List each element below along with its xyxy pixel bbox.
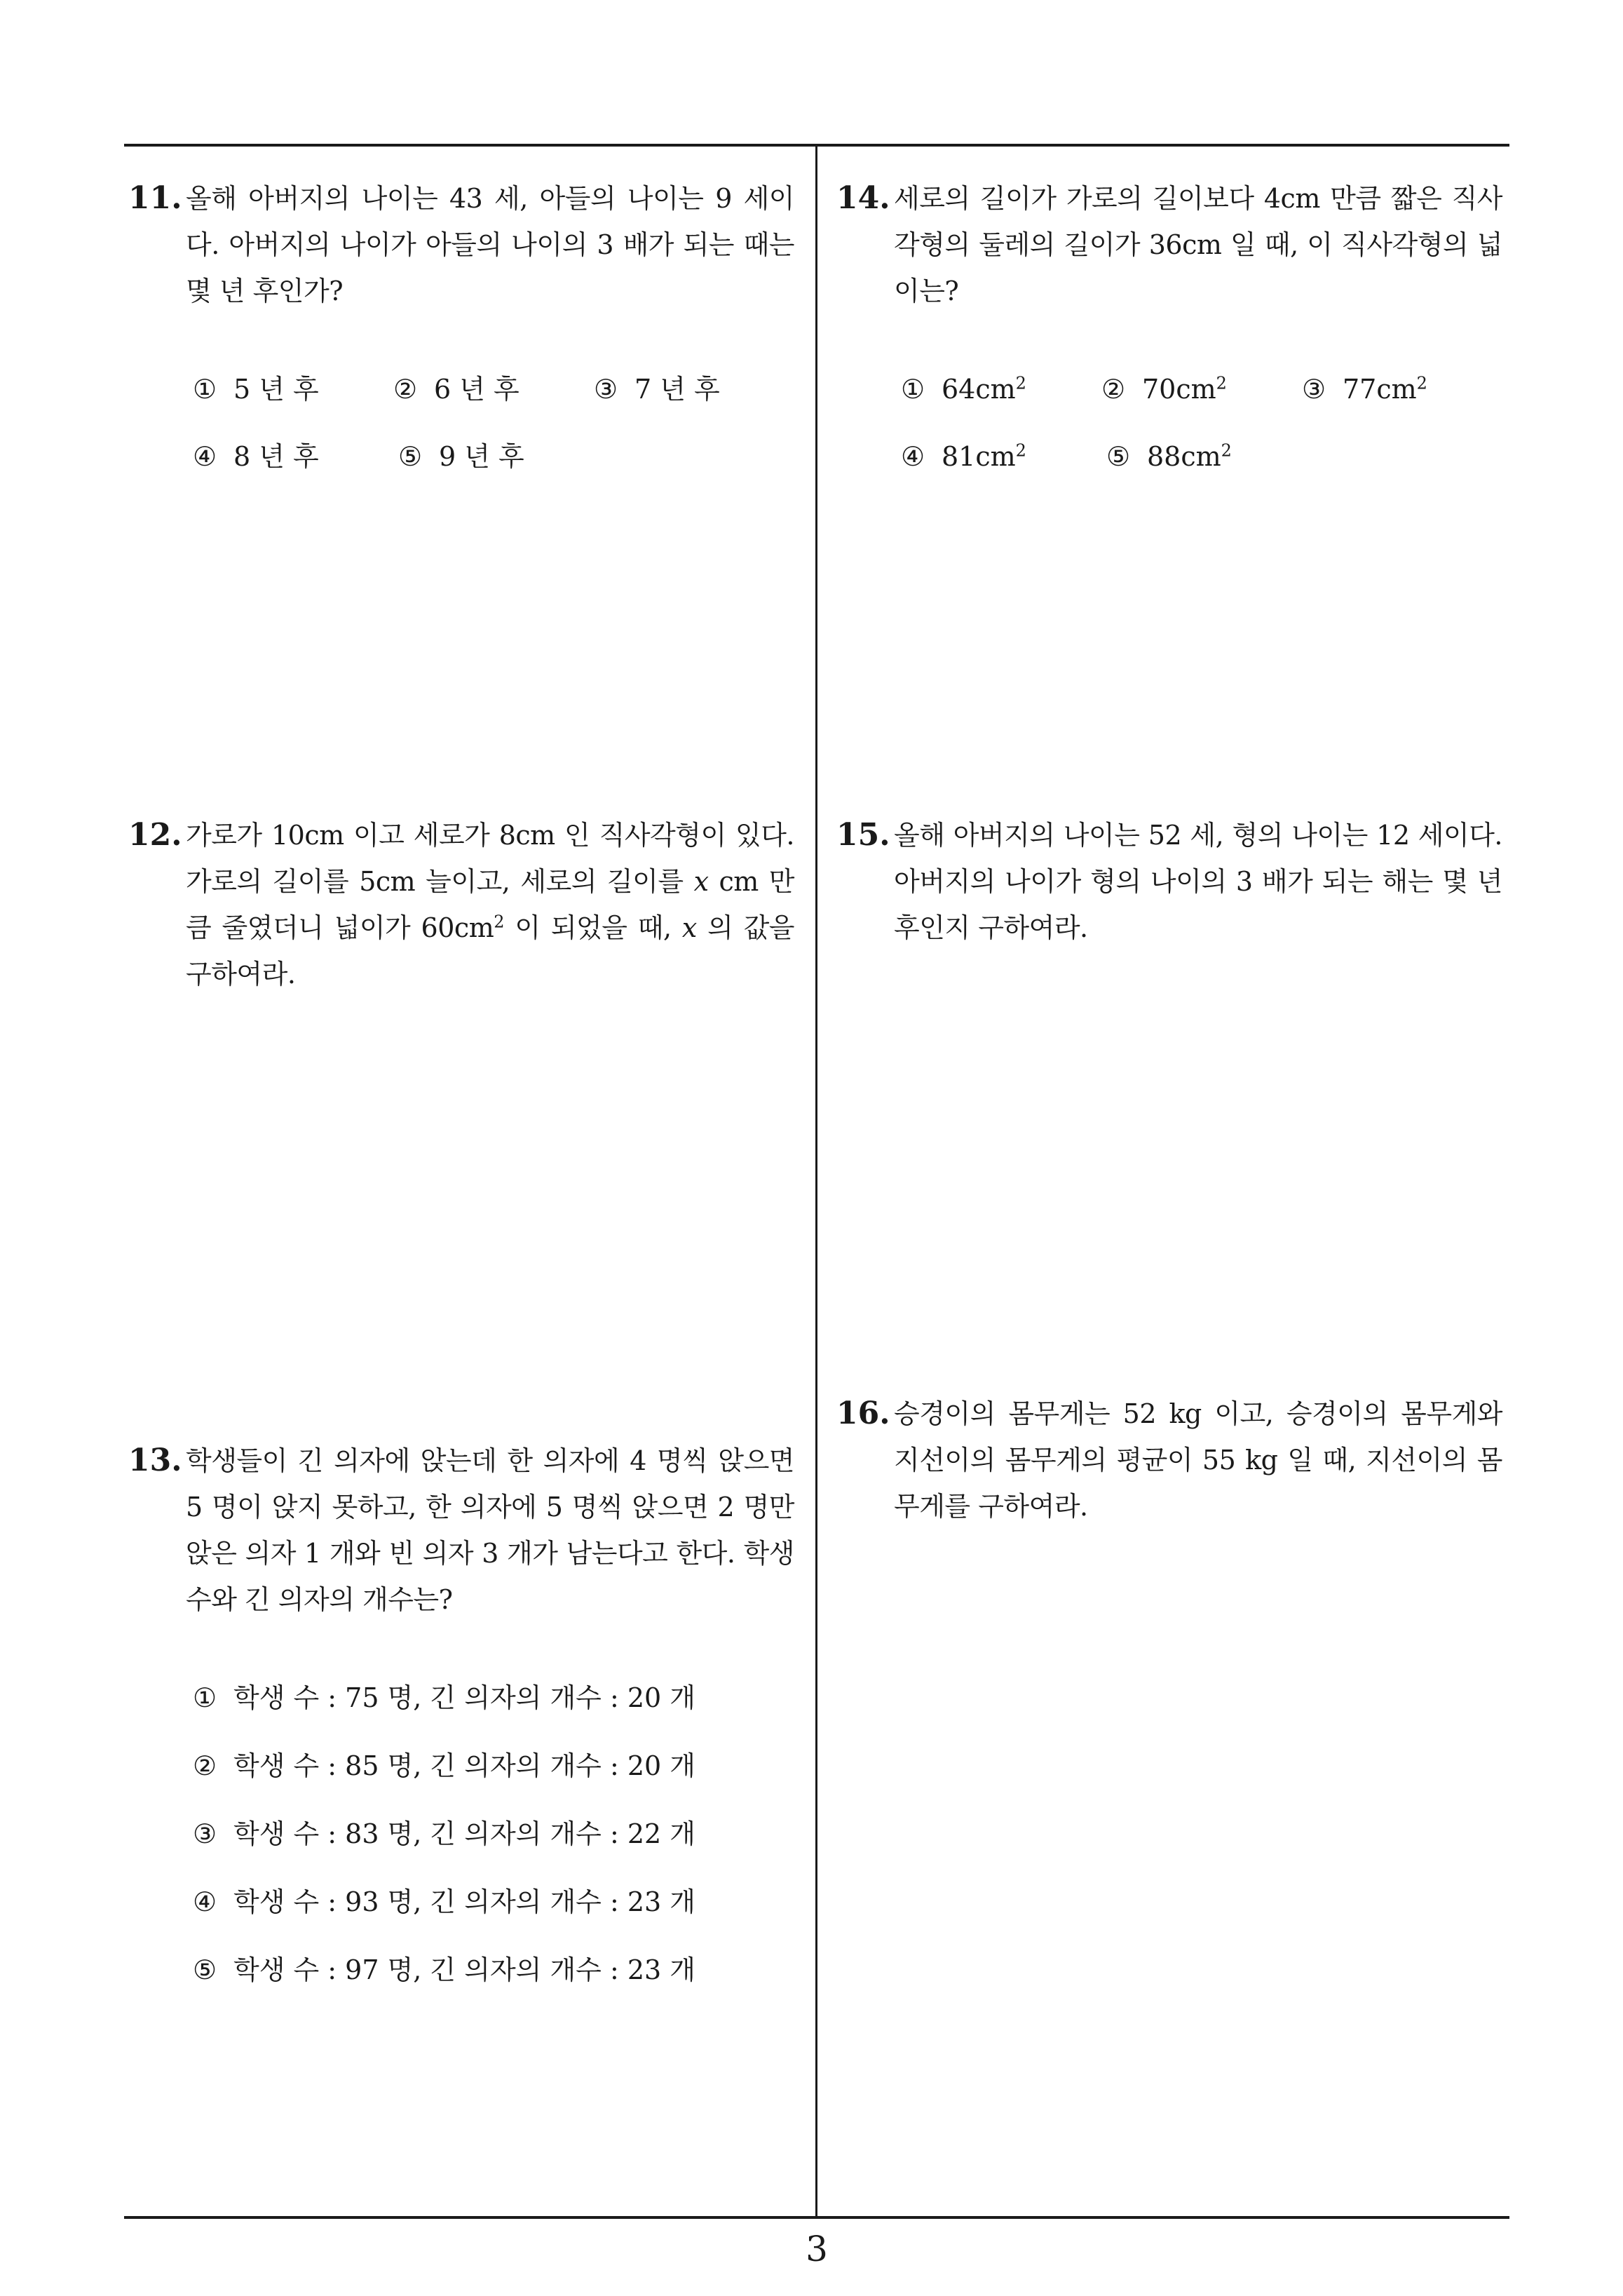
problem-14 xyxy=(836,175,1502,501)
choice-text: 70cm xyxy=(1142,374,1216,405)
problem-number: 16. xyxy=(836,1396,890,1431)
choice-mark: ③ xyxy=(1302,374,1326,405)
choice-text: 5 년 후 xyxy=(233,374,319,405)
choice-3[interactable] xyxy=(594,366,794,412)
choices xyxy=(193,1675,794,1993)
choice-4[interactable]: ④ $81cm^2$ xyxy=(901,433,1106,480)
choice-1[interactable]: ① $64cm^2$ xyxy=(901,366,1101,412)
column-divider xyxy=(815,144,817,2219)
choice-5[interactable] xyxy=(398,433,604,480)
choice-text: 학생 수 : 97 명, 긴 의자의 개수 : 23 개 xyxy=(233,1954,695,1985)
problem-stem: 학생들이 긴 의자에 앉는데 한 의자에 4 명씩 앉으면 5 명이 앉지 못하고, 한 의자에 5 명씩 앉으면 2 명만 앉은 의자 1 개와 빈 의자 3 개가 남는다고 한다. 학생 수와 긴 의자의 개수는? xyxy=(186,1445,794,1615)
problem-16 xyxy=(836,1391,1502,1529)
choice-text: 6 년 후 xyxy=(434,374,520,405)
problem-stem: 가로가 10cm 이고 세로가 8cm 인 직사각형이 있다. 가로의 길이를 5cm 늘이고, 세로의 길이를 x cm 만큼 줄였더니 넓이가 $60cm^2$ 이 되었을 때, x 의 값을 구하여라. xyxy=(186,820,794,990)
choice-mark: ② xyxy=(393,374,418,405)
choice-1[interactable] xyxy=(193,366,393,412)
problem-stem: 승경이의 몸무게는 52 kg 이고, 승경이의 몸무게와 지선이의 몸무게의 평균이 55 kg 일 때, 지선이의 몸무게를 구하여라. xyxy=(894,1398,1502,1522)
choice-mark: ① xyxy=(193,374,217,405)
choice-mark: ⑤ xyxy=(398,441,423,472)
choice-text: 88cm xyxy=(1147,441,1221,472)
choice-mark: ① xyxy=(193,1682,217,1713)
choice-mark: ④ xyxy=(193,1886,217,1917)
choice-text: 64cm xyxy=(942,374,1016,405)
problem-number: 13. xyxy=(128,1443,182,1478)
choice-mark: ④ xyxy=(901,441,925,472)
choice-3[interactable]: ③ $77cm^2$ xyxy=(1302,366,1502,412)
choice-text: 학생 수 : 85 명, 긴 의자의 개수 : 20 개 xyxy=(233,1750,695,1781)
choice-mark: ② xyxy=(193,1750,217,1781)
choices xyxy=(193,366,794,480)
choice-5[interactable] xyxy=(193,1947,794,1993)
variable-x: x xyxy=(693,866,709,897)
problem-stem: 올해 아버지의 나이는 43 세, 아들의 나이는 9 세이다. 아버지의 나이가 아들의 나이의 3 배가 되는 때는 몇 년 후인가? xyxy=(186,183,794,306)
choice-mark: ⑤ xyxy=(1106,441,1131,472)
choice-mark: ④ xyxy=(193,441,217,472)
page-number: 3 xyxy=(806,2229,828,2269)
choice-text: 8 년 후 xyxy=(233,441,319,472)
problem-stem: 세로의 길이가 가로의 길이보다 4cm 만큼 짧은 직사각형의 둘레의 길이가 36cm 일 때, 이 직사각형의 넓이는? xyxy=(894,183,1502,306)
choice-2[interactable]: ② $70cm^2$ xyxy=(1101,366,1302,412)
bottom-rule xyxy=(124,2216,1509,2219)
choice-3[interactable] xyxy=(193,1811,794,1857)
choice-mark: ③ xyxy=(193,1818,217,1849)
choices xyxy=(901,366,1502,480)
problem-12 xyxy=(128,812,794,997)
choice-1[interactable] xyxy=(193,1675,794,1721)
variable-x: x xyxy=(681,912,697,943)
problem-11 xyxy=(128,175,794,501)
problem-13 xyxy=(128,1438,794,2015)
problem-stem: 올해 아버지의 나이는 52 세, 형의 나이는 12 세이다. 아버지의 나이가 형의 나이의 3 배가 되는 해는 몇 년 후인지 구하여라. xyxy=(894,820,1502,943)
choice-5[interactable]: ⑤ $88cm^2$ xyxy=(1106,433,1312,480)
choice-mark: ② xyxy=(1101,374,1126,405)
choice-4[interactable] xyxy=(193,1879,794,1925)
choice-text: 9 년 후 xyxy=(439,441,524,472)
problem-number: 12. xyxy=(128,817,182,853)
choice-mark: ⑤ xyxy=(193,1954,217,1985)
choice-4[interactable] xyxy=(193,433,398,480)
choice-text: 학생 수 : 93 명, 긴 의자의 개수 : 23 개 xyxy=(233,1886,695,1917)
problem-number: 11. xyxy=(128,180,182,216)
choice-text: 7 년 후 xyxy=(634,374,720,405)
problem-15 xyxy=(836,812,1502,951)
choice-text: 81cm xyxy=(942,441,1016,472)
choice-text: 77cm xyxy=(1343,374,1417,405)
choice-text: 학생 수 : 75 명, 긴 의자의 개수 : 20 개 xyxy=(233,1682,695,1713)
choice-mark: ③ xyxy=(594,374,618,405)
choice-2[interactable] xyxy=(393,366,594,412)
problem-number: 14. xyxy=(836,180,890,216)
choice-text: 학생 수 : 83 명, 긴 의자의 개수 : 22 개 xyxy=(233,1818,695,1849)
problem-number: 15. xyxy=(836,817,890,853)
choice-mark: ① xyxy=(901,374,925,405)
choice-2[interactable] xyxy=(193,1743,794,1789)
